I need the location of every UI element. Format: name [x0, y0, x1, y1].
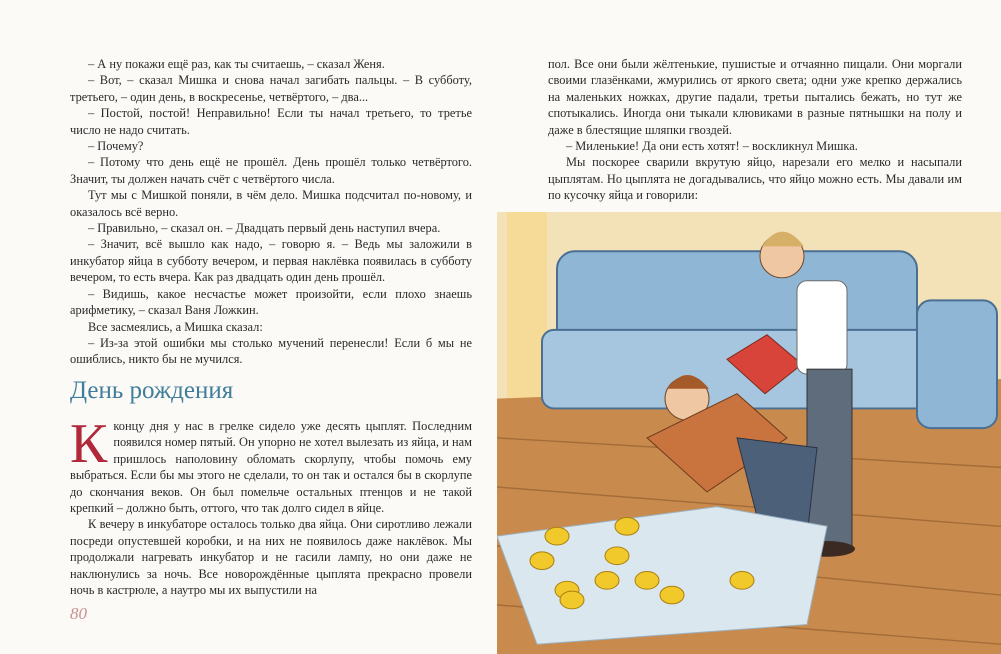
paragraph: Все засмеялись, а Мишка сказал:: [88, 319, 263, 334]
paragraph: – Правильно, – сказал он. – Двадцать первый день наступил вчера.: [88, 221, 441, 236]
paragraph-text: концу дня у нас в грелке сидело уже десять цыплят. Последним появился номер пятый. Он упорно не хотел вылезать из яйца, и нам пришлось наполовину обломать скорлупу, чтобы помочь ему выбраться. Если бы мы этого не сделали, то он так и остался бы в скорлупе до скончания веков. Он был помельче остальных птенцов и не такой крепкий – должно быть, оттого, что так долго сидел в яйце.: [70, 419, 472, 516]
paragraph: – Значит, всё вышло как надо, – говорю я. – Ведь мы заложили в инкубатор яйца в субботу вечером, и первая наклёвка появилась в субботу вечером, то есть вчера. Как раз двадцать один день прошёл.: [70, 237, 472, 285]
paragraph: Тут мы с Мишкой поняли, в чём дело. Мишка подсчитал по-новому, и оказалось всё верно.: [70, 188, 472, 219]
drop-cap: К: [70, 413, 108, 475]
paragraph: [70, 413, 472, 516]
left-page-text-bottom: [70, 413, 472, 598]
paragraph: – Вот, – сказал Мишка и снова начал загибать пальцы. – В субботу, третьего, – один день, в воскресенье, четвёртого, – два...: [70, 73, 472, 104]
page-number: 80: [70, 604, 87, 623]
paragraph: К вечеру в инкубаторе осталось только два яйца. Они сиротливо лежали посреди опустевшей коробки, и на них не появилось даже наклёвок. Мы продолжали нагревать инкубатор и не гасили лампу, но они даже не наклюнулись за ночь. Все новорождённые цыплята прекрасно провели ночь в кастрюле, а наутро мы их выпустили на: [70, 517, 472, 598]
illustration-boys-feeding-chicks: [497, 212, 1001, 654]
paragraph: – Почему?: [88, 139, 144, 154]
paragraph: Мы поскорее сварили вкрутую яйцо, нарезали его мелко и насыпали цыплятам. Но цыплята не догадывались, что яйцо можно есть. Мы давали им по кусочку яйца и говорили:: [548, 155, 962, 203]
paragraph: – А ну покажи ещё раз, как ты считаешь, – сказал Женя.: [88, 57, 385, 71]
paragraph: – Видишь, какое несчастье может произойти, если плохо знаешь арифметику, – сказал Ваня Ложкин.: [70, 286, 472, 318]
paragraph: пол. Все они были жёлтенькие, пушистые и отчаянно пищали. Они моргали своими глазёнками, жмурились от яркого света; одни уже крепко держались на маленьких ножках, другие падали, третьи пытались бежать, но тут же спотыкались. Иногда они тыкали клювиками в разные пятнышки на полу и даже в блестящие шляпки гвоздей.: [548, 57, 962, 137]
left-page-text-top: [70, 56, 472, 368]
right-page-text: [548, 56, 962, 204]
paragraph: – Постой, постой! Неправильно! Если ты начал третьего, то третье число не надо считать.: [70, 106, 472, 137]
paragraph: – Из-за этой ошибки мы столько мучений перенесли! Если б мы не ошиблись, никто бы не мучился.: [70, 335, 472, 367]
paragraph: – Потому что день ещё не прошёл. День прошёл только четвёртого. Значит, ты должен начать счёт с четвёртого числа.: [70, 155, 472, 186]
paragraph: – Миленькие! Да они есть хотят! – воскликнул Мишка.: [566, 139, 858, 154]
chapter-title: День рождения: [70, 377, 234, 404]
